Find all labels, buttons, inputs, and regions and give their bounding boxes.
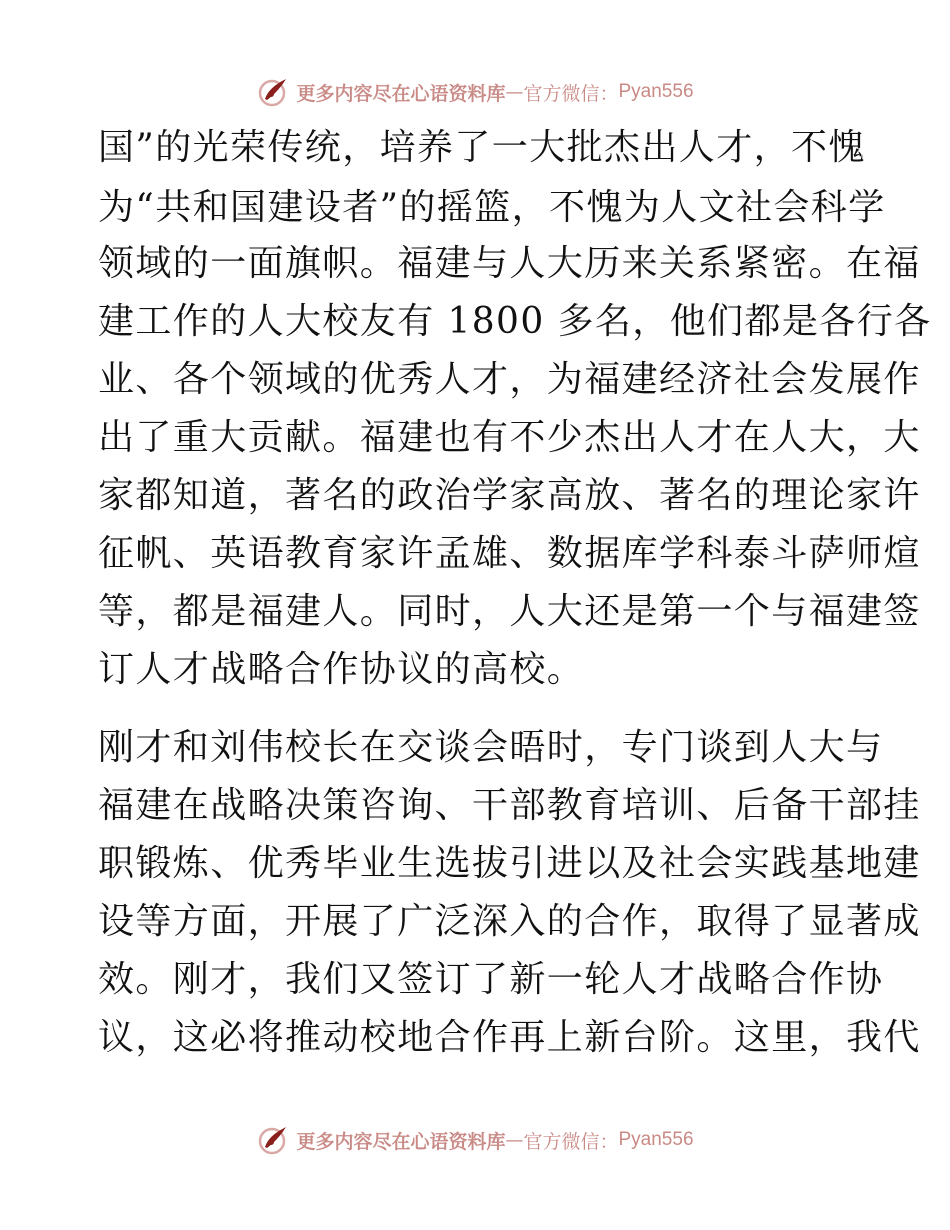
body-line: 议，这必将推动校地合作再上新台阶。这里，我代 [98, 1017, 921, 1058]
body-line: 刚才和刘伟校长在交谈会晤时，专门谈到人大与 [98, 727, 884, 768]
page-footer-banner [0, 1120, 950, 1160]
header-separator: — [505, 81, 524, 103]
footer-separator: — [505, 1129, 524, 1151]
quill-logo-icon [256, 75, 290, 109]
body-line: 福建在战略决策咨询、干部教育培训、后备干部挂 [98, 785, 921, 826]
page-header-banner [0, 72, 950, 112]
header-site-text: 更多内容尽在心语资料库 [296, 82, 506, 105]
header-wechat-id: Pyan556 [618, 81, 694, 102]
footer-wechat-label: 官方微信： [523, 1130, 619, 1153]
quill-logo-icon [256, 1123, 290, 1157]
body-line: 出了重大贡献。福建也有不少杰出人才在人大，大 [98, 417, 921, 458]
body-line: 等，都是福建人。同时，人大还是第一个与福建签 [98, 591, 921, 632]
body-line: 国”的光荣传统，培养了一大批杰出人才，不愧 [98, 127, 866, 168]
body-line: 职锻炼、优秀毕业生选拔引进以及社会实践基地建 [98, 843, 921, 884]
header-wechat-label: 官方微信： [523, 82, 619, 105]
body-line: 领域的一面旗帜。福建与人大历来关系紧密。在福 [98, 243, 921, 284]
body-line: 设等方面，开展了广泛深入的合作，取得了显著成 [98, 901, 921, 942]
body-line: 家都知道，著名的政治学家高放、著名的理论家许 [98, 475, 921, 516]
footer-site-text: 更多内容尽在心语资料库 [296, 1130, 506, 1153]
body-line: 效。刚才，我们又签订了新一轮人才战略合作协 [98, 959, 884, 1000]
body-line: 业、各个领域的优秀人才，为福建经济社会发展作 [98, 359, 921, 400]
body-line: 为“共和国建设者”的摇篮，不愧为人文社会科学 [98, 187, 886, 228]
body-line: 征帆、英语教育家许孟雄、数据库学科泰斗萨师煊 [98, 533, 921, 574]
body-line: 建工作的人大校友有 1800 多名，他们都是各行各 [98, 301, 932, 342]
footer-wechat-id: Pyan556 [618, 1129, 694, 1150]
body-line: 订人才战略合作协议的高校。 [98, 649, 585, 690]
